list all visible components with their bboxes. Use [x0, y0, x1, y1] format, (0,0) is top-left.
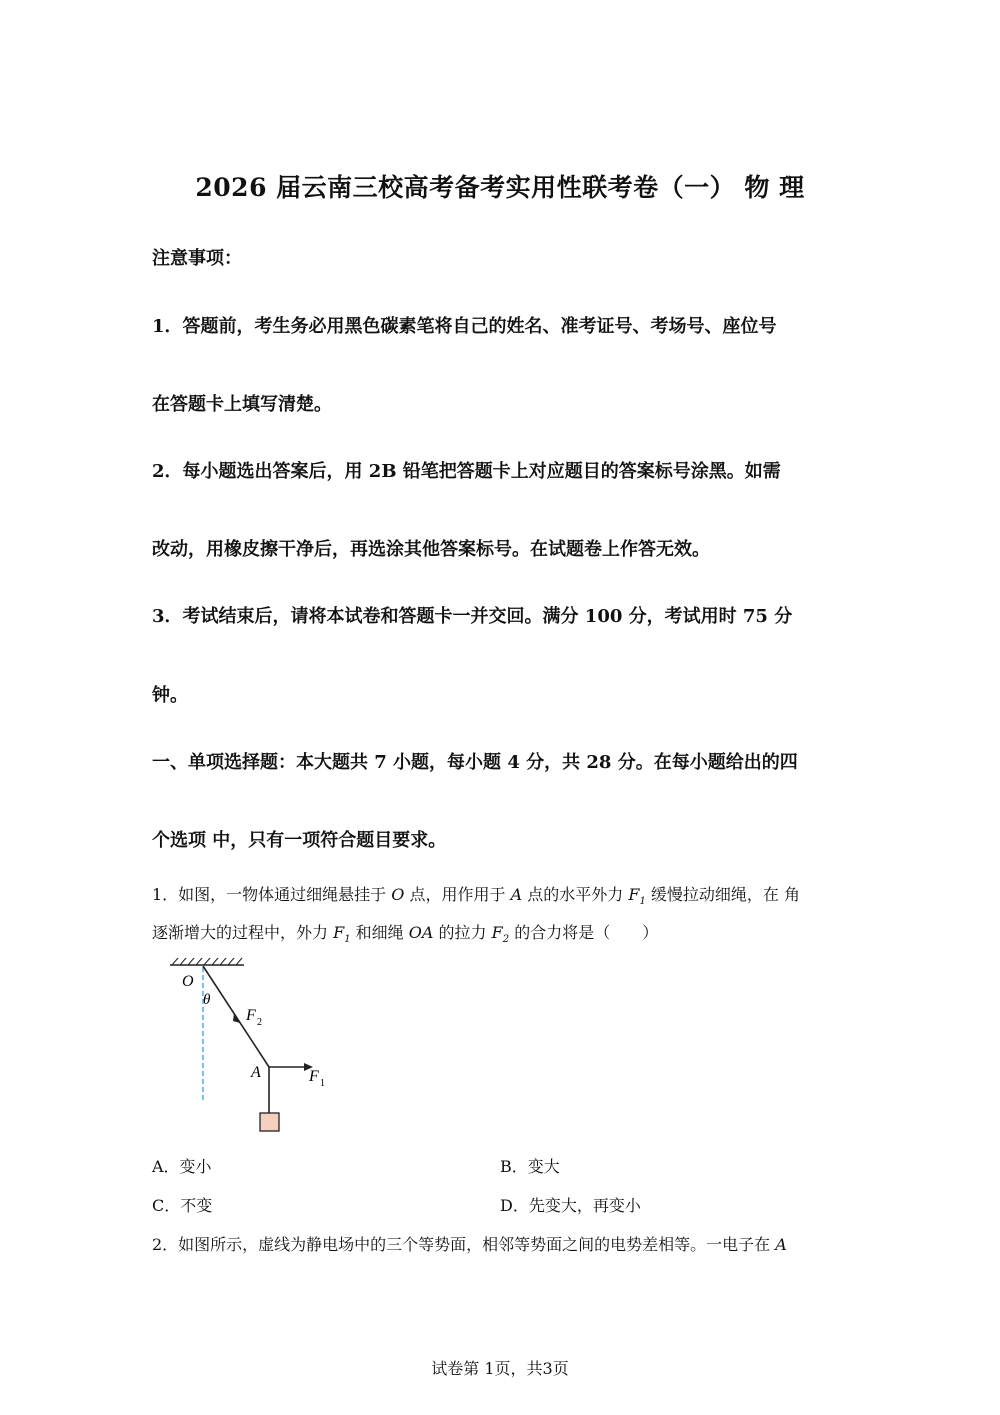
- label-O: O: [182, 973, 194, 990]
- question-1-line-2: [152, 920, 658, 945]
- q1-text: 的拉力: [433, 923, 492, 942]
- notice-line-3b: 钟。: [152, 685, 188, 706]
- label-F2-sub: 2: [257, 1017, 262, 1028]
- pendulum-diagram: [160, 955, 340, 1140]
- label-A: A: [251, 1064, 261, 1081]
- notice-line-1b: 在答题卡上填写清楚。: [152, 394, 332, 415]
- q1-var-F: F: [333, 923, 345, 942]
- q1-text: 逐渐增大的过程中，外力: [152, 923, 334, 942]
- q1-var-F: F: [628, 885, 640, 904]
- question-1-line-1: [152, 882, 800, 907]
- q1-option-d: D．先变大，再变小: [500, 1196, 641, 1215]
- question-2-line-1: [152, 1232, 787, 1255]
- ceiling-hatch: [172, 958, 242, 965]
- notice-line-2b: 改动，用橡皮擦干净后，再选涂其他答案标号。在试题卷上作答无效。: [152, 539, 710, 560]
- q1-sub: 2: [502, 934, 510, 946]
- label-F2: F: [246, 1007, 256, 1024]
- q1-sub: 1: [639, 896, 646, 908]
- q1-option-b: B．变大: [500, 1157, 560, 1176]
- label-F1: F: [309, 1068, 319, 1085]
- q1-text: 缓慢拉动细绳，在 角: [645, 885, 801, 904]
- pendulum-figure: [160, 955, 340, 1140]
- q1-var-A: A: [510, 885, 523, 904]
- q1-var-F: F: [491, 923, 503, 942]
- q1-sub: 1: [344, 934, 351, 946]
- label-F1-sub: 1: [320, 1078, 325, 1089]
- hanging-block: [260, 1113, 279, 1131]
- q1-text: 1．如图，一物体通过细绳悬挂于: [152, 885, 392, 904]
- F2-arrowhead: [233, 1013, 240, 1023]
- label-theta: θ: [203, 992, 211, 1008]
- section-heading-line-1: 一、单项选择题：本大题共 7 小题，每小题 4 分，共 28 分。在每小题给出的四: [152, 752, 798, 773]
- q1-var-O: O: [391, 885, 405, 904]
- q1-option-c: C．不变: [152, 1196, 213, 1215]
- q1-text: 和细绳: [350, 923, 409, 942]
- q1-option-a: A．变小: [152, 1157, 212, 1176]
- notice-heading: 注意事项：: [152, 248, 242, 269]
- q1-var-OA: OA: [408, 923, 434, 942]
- page-title: 2026 届云南三校高考备考实用性联考卷（一） 物 理: [195, 173, 805, 202]
- section-heading-line-2: 个选项 中，只有一项符合题目要求。: [152, 830, 447, 851]
- q2-text: 2．如图所示，虚线为静电场中的三个等势面，相邻等势面之间的电势差相等。一电子在: [152, 1235, 776, 1254]
- q2-var-A: A: [775, 1235, 787, 1254]
- notice-line-1a: 1．答题前，考生务必用黑色碳素笔将自己的姓名、准考证号、考场号、座位号: [152, 316, 777, 337]
- notice-line-2a: 2．每小题选出答案后，用 2B 铅笔把答题卡上对应题目的答案标号涂黑。如需: [152, 461, 781, 482]
- notice-line-3a: 3．考试结束后，请将本试卷和答题卡一并交回。满分 100 分，考试用时 75 分: [152, 606, 793, 627]
- q1-text: 的合力将是（ ）: [509, 923, 659, 942]
- q1-text: 点的水平外力: [522, 885, 629, 904]
- q1-text: 点，用作用于: [404, 885, 511, 904]
- page-footer: 试卷第 1页，共3页: [431, 1359, 569, 1378]
